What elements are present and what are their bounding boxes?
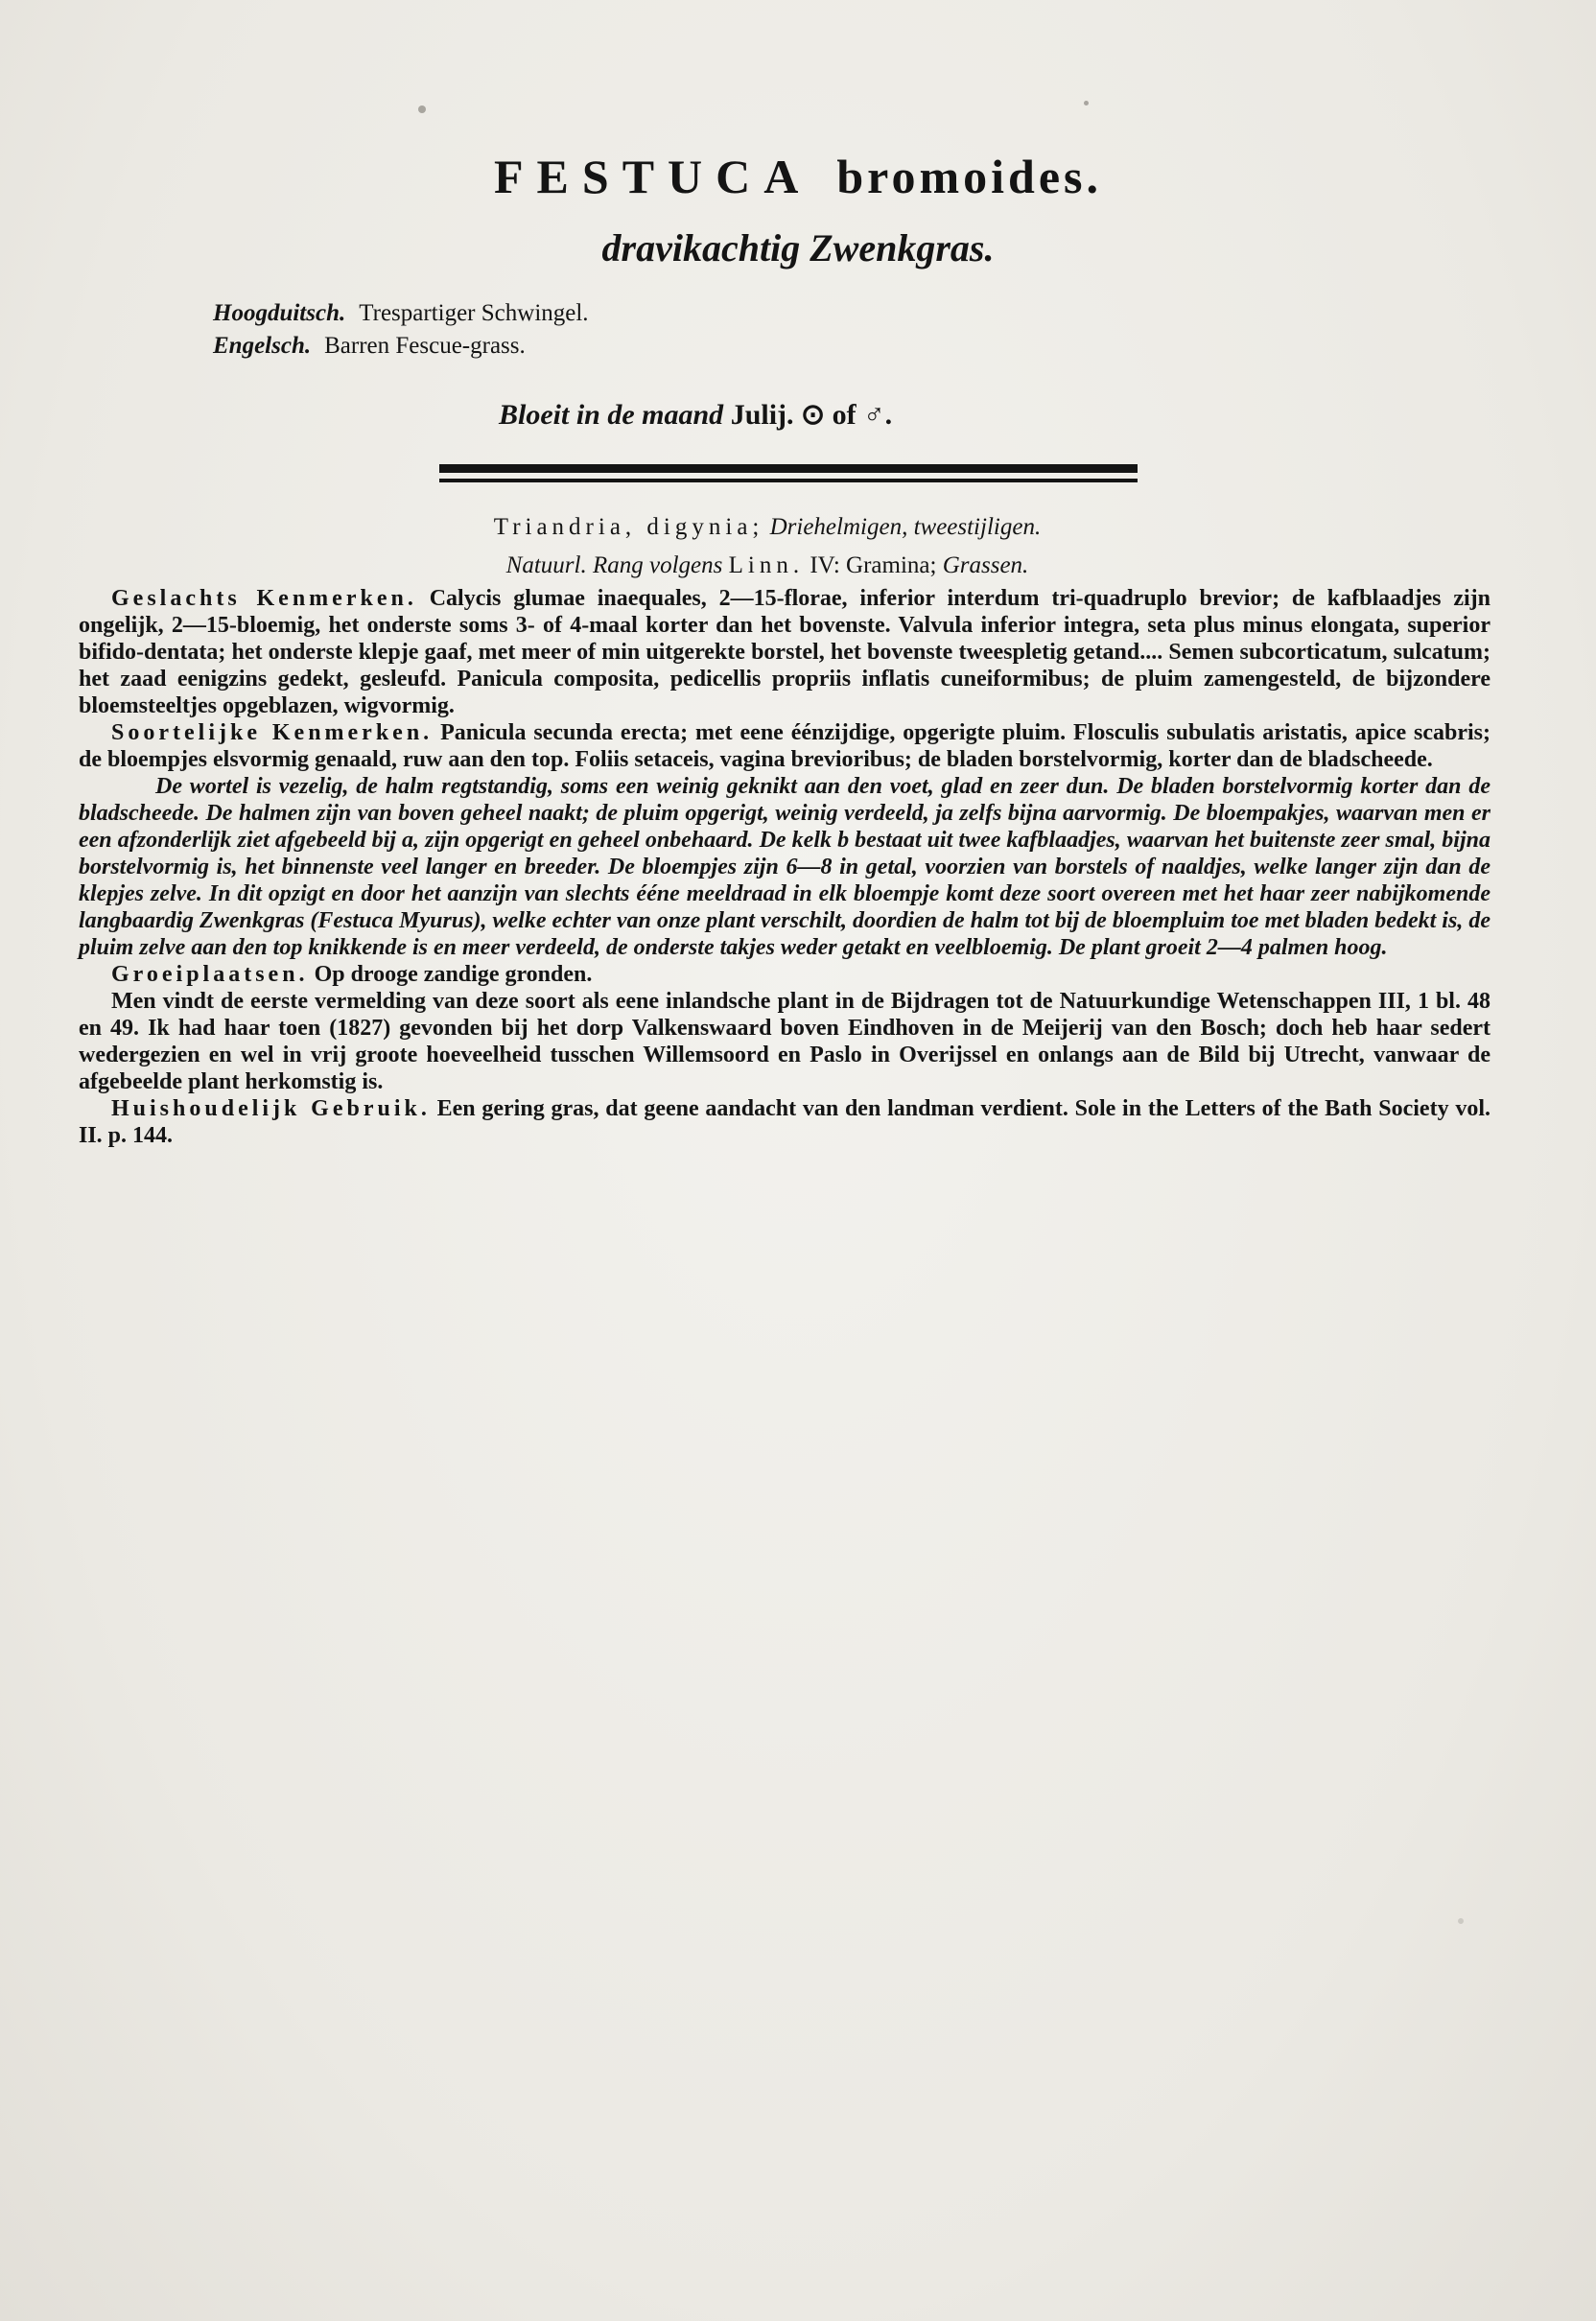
body-text <box>79 585 1490 1149</box>
lang-label: Engelsch. <box>213 333 312 359</box>
classification <box>288 508 1247 585</box>
section-heading: Soortelijke Kenmerken. <box>111 720 434 745</box>
divider-thick <box>439 464 1138 473</box>
rank-dutch: Grassen. <box>942 552 1029 578</box>
lang-name: Barren Fescue-grass. <box>324 333 526 359</box>
lang-label: Hoogduitsch. <box>213 300 346 326</box>
paper-blemish <box>1084 101 1089 106</box>
habitat <box>79 961 1490 988</box>
description: De wortel is vezelig, de halm regtstandig, soms een weinig geknikt aan den voet, glad en zeer dun. De bladen borstelvormig korter dan de bladscheede. De halmen zijn van boven geheel naakt; de pluim opgerigt, weinig verdeeld, ja zelfs bijna aarvormig. De bloempakjes, waarvan men er een afzonderlijk ziet afgebeeld bij a, zijn opgerigt en geheel onbehaard. De kelk b bestaat uit twee kafblaadjes, waarvan het buitenste zeer smal, bijna borstelvormig is, het binnenste veel langer en breeder. De bloempjes zijn 6—8 in getal, voorzien van borstels of naaldjes, welke langer zijn dan de klepjes zelve. In dit opzigt en door het aanzijn van slechts ééne meeldraad in elk bloempje komt deze soort overeen met het haar zeer nabijkomende langbaardig Zwenkgras (Festuca Myurus), welke echter van onze plant verschilt, doordien de halm tot bij de bloempluim toe met bladen bedekt is, de pluim zelve aan den top knikkende is en meer verdeeld, de onderste takjes weder getakt en veelbloemig. De plant groeit 2—4 palmen hoog. <box>79 774 1490 960</box>
class-dutch: Driehelmigen, tweestijligen. <box>769 514 1042 540</box>
classification-line-2 <box>288 547 1247 585</box>
lifecycle-symbols: ⊙ of ♂. <box>801 399 893 431</box>
linnaeus-ref: Linn. <box>728 552 805 578</box>
bloom-prefix: Bloeit in de maand <box>499 399 724 431</box>
section-text: Een gering gras, dat geene aandacht van den landman verdient. Sole in the Letters of the Bath Society vol. II. p. 144. <box>79 1096 1491 1148</box>
species-characteristics <box>79 719 1490 773</box>
page-title <box>0 149 1596 204</box>
classification-line-1 <box>288 508 1247 547</box>
genus-characteristics <box>79 585 1490 719</box>
genus-name: FESTUCA <box>494 150 812 203</box>
rank-value: IV: Gramina; <box>810 552 937 578</box>
name-german <box>213 297 589 330</box>
lang-name: Trespartiger Schwingel. <box>359 300 589 326</box>
foreign-names <box>213 297 589 363</box>
habitat-detail: Men vindt de eerste vermelding van deze soort als eene inlandsche plant in de Bijdragen tot de Natuurkundige Wetenschappen III, 1 bl. 48 en 49. Ik had haar toen (1827) gevonden bij het dorp Valkenswaard boven Eindhoven in de Meijerij van den Bosch; doch heb haar sedert wedergezien en wel in vrij groote hoeveelheid tusschen Willemsoord en Paslo in Overijssel en onlangs aan de Bild bij Utrecht, vanwaar de afgebeelde plant herkomstig is. <box>79 989 1490 1094</box>
household-use <box>79 1095 1490 1149</box>
natural-rank-label: Natuurl. Rang volgens <box>505 552 723 578</box>
section-heading: Groeiplaatsen. <box>111 962 309 987</box>
linnaean-class: Triandria, digynia; <box>493 514 764 540</box>
paper-blemish <box>418 106 426 113</box>
name-english <box>213 330 589 363</box>
bloom-period <box>499 398 892 432</box>
bloom-month: Julij. <box>730 399 794 431</box>
dutch-name: dravikachtig Zwenkgras. <box>601 226 995 270</box>
species-name: bromoides. <box>836 150 1102 203</box>
section-text: Panicula secunda erecta; met eene éénzijdige, opgerigte pluim. Flosculis subulatis aristatis, apice scabris; de bloempjes elsvormig genaald, ruw aan den top. Foliis setaceis, vagina brevioribus; de bladen borstelvormig, korter dan de bladscheede. <box>79 720 1490 772</box>
paper-blemish <box>1458 1918 1464 1924</box>
section-heading: Geslachts Kenmerken. <box>111 586 417 611</box>
section-text: Op drooge zandige gronden. <box>314 962 593 987</box>
section-text: Calycis glumae inaequales, 2—15-florae, inferior interdum tri-quadruplo brevior; de kafblaadjes zijn ongelijk, 2—15-bloemig, het onderste soms 3- of 4-maal korter dan het bovenste. Valvula inferior integra, seta plus minus elongata, superior bifido-dentata; het onderste klepje gaaf, met meer of min uitgerekte borstel, het bovenste tweespletig getand.... Semen subcorticatum, sulcatum; het zaad eenigzins gedekt, gesleufd. Panicula composita, pedicellis propriis inflatis cuneiformibus; de pluim zamengesteld, de bijzondere bloemsteeltjes opgeblazen, wigvormig. <box>79 586 1490 718</box>
section-heading: Huishoudelijk Gebruik. <box>111 1096 431 1121</box>
divider-thin <box>439 479 1138 482</box>
